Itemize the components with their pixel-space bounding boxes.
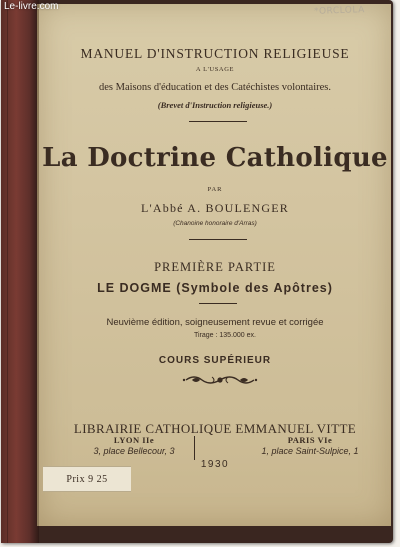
part-subject: LE DOGME (Symbole des Apôtres) [97, 281, 333, 295]
price-text: Prix 9 25 [66, 473, 108, 485]
publisher-left-city: LYON IIe [113, 435, 155, 445]
divider [189, 239, 247, 240]
book-spine [1, 0, 39, 543]
edition-text: Neuvième édition, soigneusement revue et corrigée [106, 317, 324, 328]
book-cover [37, 4, 391, 526]
watermark: Le-livre.com [4, 1, 59, 12]
tirage-text: Tirage : 135.000 ex. [193, 332, 256, 339]
publisher-name: LIBRAIRIE CATHOLIQUE EMMANUEL VITTE [73, 421, 357, 436]
part-label: PREMIÈRE PARTIE [154, 260, 276, 274]
publisher-divider [194, 436, 195, 460]
publisher-right-column [235, 435, 385, 456]
divider [189, 121, 247, 122]
author-name: L'Abbé A. BOULENGER [141, 201, 289, 215]
byline-par: PAR [207, 186, 223, 193]
divider [199, 303, 237, 304]
publisher-left-column [59, 435, 209, 456]
price-sticker [43, 466, 131, 492]
header-line-2: A L'USAGE [195, 66, 235, 73]
ornament-icon [182, 372, 258, 388]
header-line-4: (Brevet d'Instruction religieuse.) [157, 100, 273, 110]
pencil-annotation: *ORCLOLA [313, 5, 365, 17]
book [1, 0, 393, 543]
publisher-left-address: 3, place Bellecour, 3 [93, 446, 175, 456]
publisher-right-city: PARIS VIe [287, 435, 333, 445]
course-level: COURS SUPÉRIEUR [158, 355, 272, 366]
publisher-right-address: 1, place Saint-Sulpice, 1 [261, 446, 359, 456]
header-line-3: des Maisons d'éducation et des Catéchistes volontaires. [99, 82, 331, 93]
header-line-1: MANUEL D'INSTRUCTION RELIGIEUSE [80, 46, 350, 61]
author-note: (Chanoine honoraire d'Arras) [173, 220, 257, 227]
publication-year: 1930 [200, 459, 230, 470]
book-title: La Doctrine Catholique [42, 143, 388, 173]
